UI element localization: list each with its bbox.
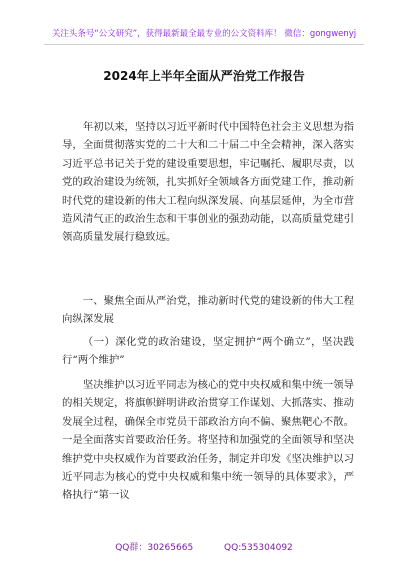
footer-qq-contact: QQ:535304092 [224,543,293,553]
paragraph-intro: 年初以来，坚持以习近平新时代中国特色社会主义思想为指导，全面贯彻落实党的二十大和二十届二中全会精神，深入落实习近平总书记关于党的建设重要思想，牢记嘱托、履职尽责，以党的政治建设为统领，扎实抓好全领域各方面党建工作，推动新时代党的建设新的伟大工程向纵深发展、向基层延伸，为全市营造风清气正的政治生态和干事创业的强劲动能，以高质量党建引领高质量发展行稳致远。 [62,121,354,244]
subsection-heading-1: （一）深化党的政治建设，坚定拥护“两个确立”，坚决践行“两个维护” [62,336,354,367]
footer-contacts [0,540,408,553]
header-banner: 关注头条号“公文研究”，获得最新最全最专业的公文资料库！ 微信：gongwenyj [51,29,357,39]
paragraph-subsection-1: 坚决维护以习近平同志为核心的党中央权威和集中统一领导的相关规定，将旗帜鲜明讲政治贯穿工作谋划、大抓落实、推动发展全过程，确保全市党员干部政治方向不偏、聚焦靶心不散。一是全面落实首要政治任务。将坚持和加强党的全面领导和坚决维护党中央权威作为首要政治任务，制定并印发《坚决维护以习近平同志为核心的党中央权威和集中统一领导的具体要求》，严格执行“第一议 [62,379,354,502]
section-heading-1: 一、聚焦全面从严治党，推动新时代党的建设新的伟大工程向纵深发展 [62,295,354,326]
header-divider [44,44,364,45]
footer-qq-group: QQ群：30265665 [115,543,194,553]
document-title: 2024年上半年全面从严治党工作报告 [103,69,305,83]
